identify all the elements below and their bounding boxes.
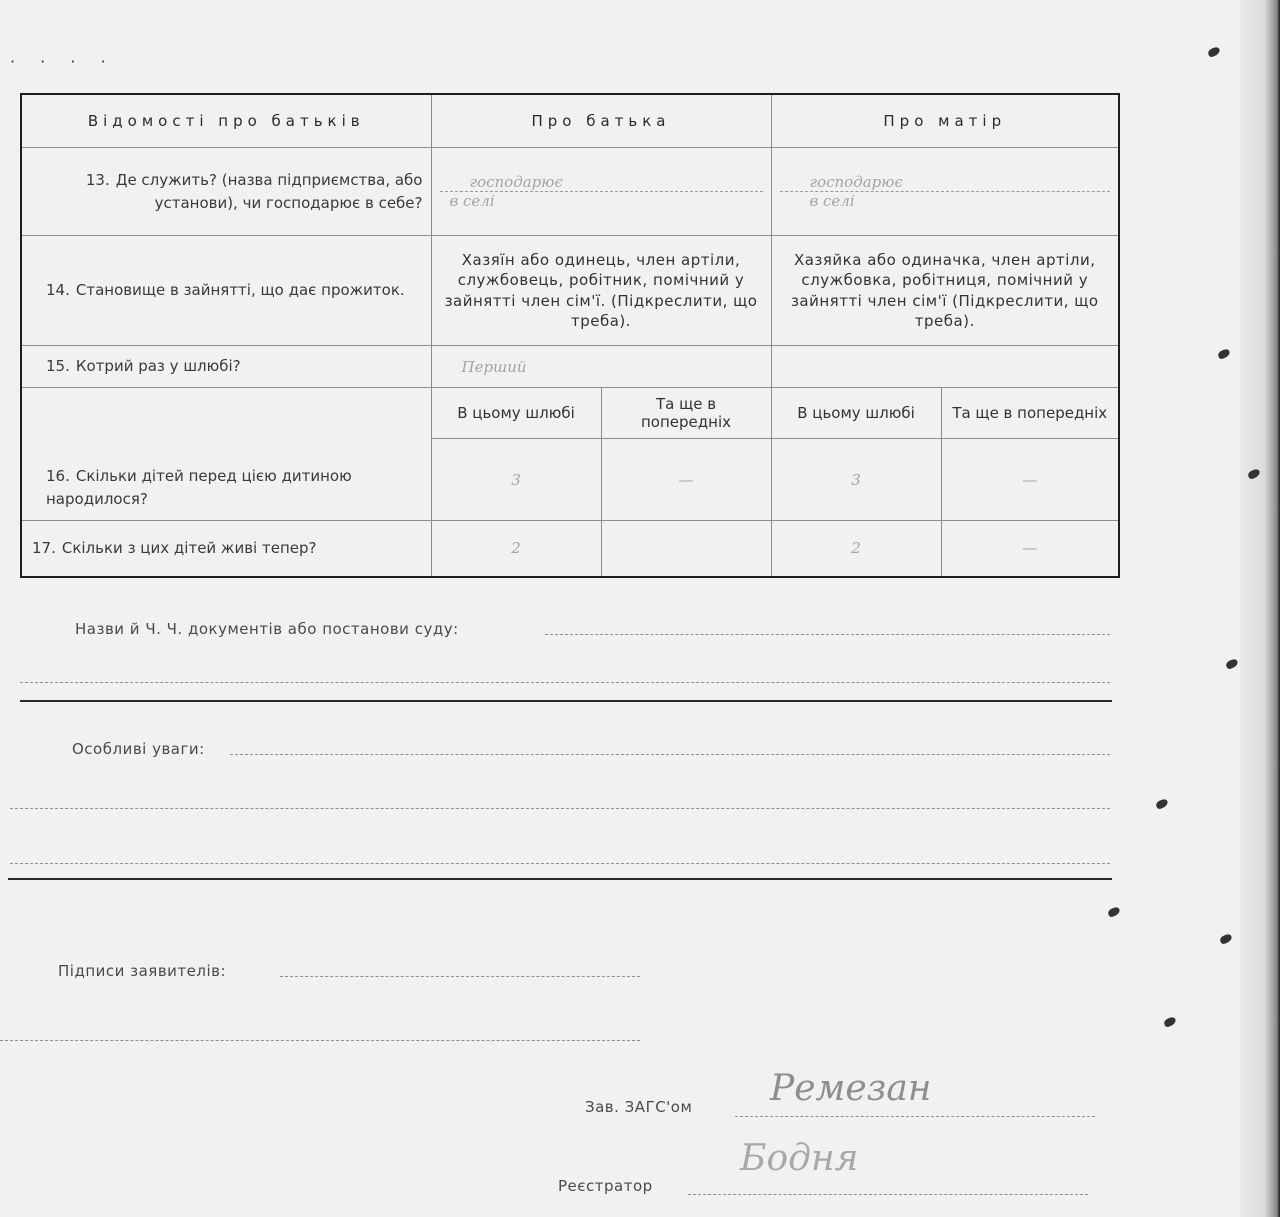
head-signature-line <box>735 1116 1095 1117</box>
mother-children-alive-previous: — <box>941 521 1119 577</box>
parents-info-table <box>20 93 1120 578</box>
father-children-born-previous: — <box>601 439 771 521</box>
father-marriage-count: Перший <box>431 346 771 388</box>
subheader-father-this-marriage: В цьому шлюбі <box>431 388 601 439</box>
paper-speck <box>1219 933 1233 945</box>
subheader-father-previous: Та ще в попередніх <box>601 388 771 439</box>
paper-speck <box>1225 658 1239 670</box>
section-divider-2 <box>8 878 1112 880</box>
subheader-mother-previous: Та ще в попередніх <box>941 388 1119 439</box>
applicants-signature-line-2 <box>0 1040 640 1041</box>
row-subheaders <box>21 388 1119 439</box>
subheader-mother-this-marriage: В цьому шлюбі <box>771 388 941 439</box>
paper-speck <box>1207 46 1221 58</box>
header-parents-info: Відомості про батьків <box>21 94 431 148</box>
mother-children-born-this: 3 <box>771 439 941 521</box>
applicants-signature-line <box>280 976 640 977</box>
row-q17 <box>21 521 1119 577</box>
mother-children-born-previous: — <box>941 439 1119 521</box>
mother-marriage-count <box>771 346 1119 388</box>
page-edge-shadow <box>1240 0 1280 1217</box>
mother-occupation-options: Хазяйка або одиначка, член артіли, службовка, робітниця, помічний у зайнятті член сім'ї (Підкреслити, що треба). <box>771 236 1119 346</box>
paper-speck <box>1155 798 1169 810</box>
head-signature: Ремезан <box>770 1068 932 1109</box>
paper-speck <box>1107 906 1121 918</box>
table-header-row <box>21 94 1119 148</box>
father-children-born-this: 3 <box>431 439 601 521</box>
row-q14 <box>21 236 1119 346</box>
top-marks: · · · · <box>10 52 116 71</box>
notes-line-3 <box>10 863 1110 864</box>
notes-line <box>230 754 1110 755</box>
father-children-alive-previous <box>601 521 771 577</box>
father-workplace: господарює в селі <box>431 148 771 236</box>
registrar-signature: Бодня <box>740 1138 859 1179</box>
head-label: Зав. ЗАГС'ом <box>585 1098 693 1116</box>
father-occupation-options: Хазяїн або одинець, член артіли, службовець, робітник, помічний у зайнятті член сім'ї. (Підкреслити, що треба). <box>431 236 771 346</box>
header-mother: Про матір <box>771 94 1119 148</box>
documents-line-2 <box>20 682 1110 683</box>
documents-label: Назви й Ч. Ч. документів або постанови суду: <box>75 620 459 638</box>
documents-line <box>545 634 1110 635</box>
question-14: 14. Становище в зайнятті, що дає прожиток. <box>21 236 431 346</box>
header-father: Про батька <box>431 94 771 148</box>
question-13: 13. Де служить? (назва підприємства, або установи), чи господарює в себе? <box>21 148 431 236</box>
registrar-signature-line <box>688 1194 1088 1195</box>
mother-children-alive-this: 2 <box>771 521 941 577</box>
section-divider <box>20 700 1112 702</box>
registrar-label: Реєстратор <box>558 1177 653 1195</box>
notes-line-2 <box>10 808 1110 809</box>
applicants-signatures-label: Підписи заявителів: <box>58 962 227 980</box>
paper-speck <box>1217 348 1231 360</box>
row-q15 <box>21 346 1119 388</box>
question-16: 16. Скільки дітей перед цією дитиною народилося? <box>21 388 431 521</box>
row-q13 <box>21 148 1119 236</box>
question-15: 15. Котрий раз у шлюбі? <box>21 346 431 388</box>
notes-label: Особливі уваги: <box>72 740 205 758</box>
question-17: 17. Скільки з цих дітей живі тепер? <box>21 521 431 577</box>
father-children-alive-this: 2 <box>431 521 601 577</box>
mother-workplace: господарює в селі <box>771 148 1119 236</box>
paper-speck <box>1163 1016 1177 1028</box>
